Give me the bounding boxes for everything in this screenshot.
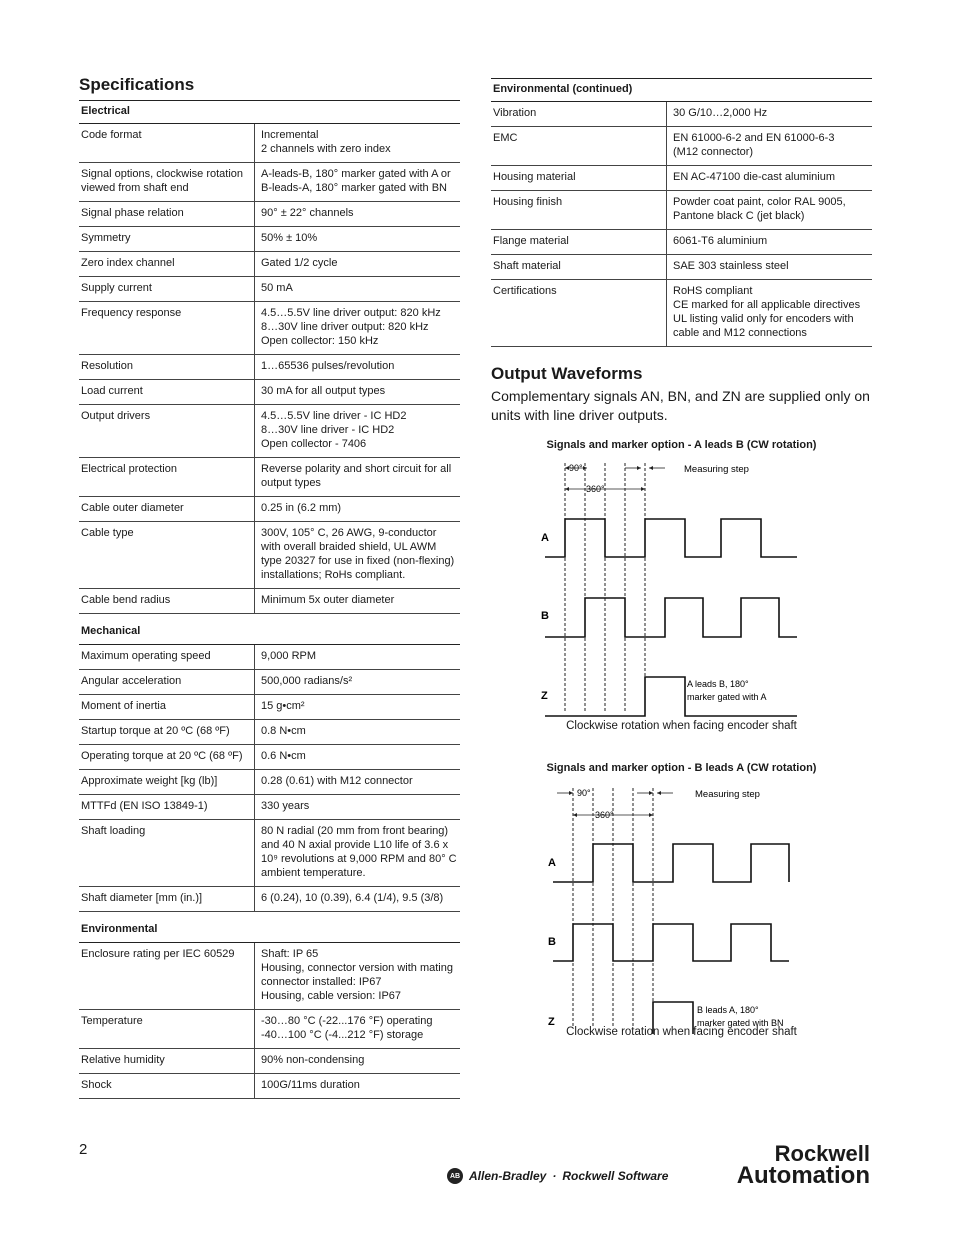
spec-value <box>255 645 461 670</box>
spec-value-line: -30…80 °C (-22...176 °F) operating <box>261 1015 433 1027</box>
fig2-measuring-step: Measuring step <box>695 789 760 800</box>
spec-key: Cable outer diameter <box>79 497 255 522</box>
spec-key: Startup torque at 20 ºC (68 ºF) <box>79 720 255 745</box>
spec-key: Shaft loading <box>79 820 255 887</box>
spec-value <box>255 497 461 522</box>
figure-2-caption: Clockwise rotation when facing encoder shaft <box>566 1026 797 1038</box>
spec-value-line: EN AC-47100 die-cast aluminium <box>673 171 836 183</box>
table-row <box>79 589 460 614</box>
spec-key: Zero index channel <box>79 252 255 277</box>
fig2-channel-c: Z <box>548 1016 555 1028</box>
spec-key: Signal phase relation <box>79 202 255 227</box>
spec-value-line: 30 G/10…2,000 Hz <box>673 107 768 119</box>
spec-value-line: (M12 connector) <box>673 146 754 158</box>
table-row <box>491 191 872 230</box>
spec-value-line: Open collector - 7406 <box>261 438 367 450</box>
spec-value <box>255 820 461 887</box>
spec-value-line: 8…30V line driver output: 820 kHz <box>261 321 429 333</box>
fig1-dashed-guides <box>565 463 645 713</box>
spec-value-line: 0.8 N•cm <box>261 725 306 737</box>
spec-value-line: 8…30V line driver - IC HD2 <box>261 424 395 436</box>
spec-key: Vibration <box>491 102 667 127</box>
spec-key: Electrical protection <box>79 458 255 497</box>
spec-value <box>255 202 461 227</box>
specifications-title: Specifications <box>79 75 195 94</box>
spec-key: Shock <box>79 1074 255 1099</box>
table-row <box>79 745 460 770</box>
rockwell-automation-logo <box>704 1143 870 1187</box>
table-row <box>79 458 460 497</box>
spec-key: Supply current <box>79 277 255 302</box>
figure-1-title: Signals and marker option - A leads B (CW rotation) <box>546 439 817 451</box>
section-heading: Environmental <box>79 912 460 943</box>
spec-key: Maximum operating speed <box>79 645 255 670</box>
table-row <box>79 670 460 695</box>
fig2-wave-a <box>553 844 789 882</box>
fig2-channel-a: A <box>548 857 556 869</box>
spec-value-line: 2 channels with zero index <box>261 143 391 155</box>
spec-value-line: 50 mA <box>261 282 293 294</box>
fig1-note-line1: A leads B, 180° <box>687 679 749 689</box>
spec-value <box>667 280 873 347</box>
spec-key: Output drivers <box>79 405 255 458</box>
spec-value-line: 4.5…5.5V line driver output: 820 kHz <box>261 307 441 319</box>
table-row <box>79 252 460 277</box>
spec-key: Cable type <box>79 522 255 589</box>
table-row <box>79 720 460 745</box>
table-row <box>491 280 872 347</box>
spec-value <box>255 252 461 277</box>
section-heading-row <box>79 912 460 943</box>
spec-value <box>255 380 461 405</box>
table-row <box>79 227 460 252</box>
spec-key: EMC <box>491 127 667 166</box>
spec-value-line: 330 years <box>261 800 310 812</box>
spec-key: Housing material <box>491 166 667 191</box>
spec-value <box>255 405 461 458</box>
spec-key: Operating torque at 20 ºC (68 ºF) <box>79 745 255 770</box>
spec-value-line: Shaft: IP 65 <box>261 948 319 960</box>
table-row <box>79 202 460 227</box>
spec-value-line: Housing, connector version with mating connector installed: IP67 <box>261 962 453 988</box>
spec-value <box>667 166 873 191</box>
spec-value <box>667 191 873 230</box>
spec-value-line: B-leads-A, 180° marker gated with BN <box>261 182 447 194</box>
spec-value-line: 100G/11ms duration <box>261 1079 360 1091</box>
spec-value-line: A-leads-B, 180° marker gated with A or <box>261 168 451 180</box>
figure-1-caption: Clockwise rotation when facing encoder shaft <box>566 720 797 732</box>
table-row <box>491 127 872 166</box>
spec-value-line: 80 N radial (20 mm from front bearing) and 40 N axial provide L10 life of 3.6 x 10⁹ revolutions at 9,000 RPM and 80° C ambient temperature. <box>261 825 457 879</box>
spec-value-line: 9,000 RPM <box>261 650 317 662</box>
fig1-label-360: 360° <box>586 484 605 494</box>
spec-value <box>255 887 461 912</box>
waveform-figure-1 <box>491 439 872 732</box>
table-row <box>79 405 460 458</box>
brand-allen-bradley: Allen-Bradley <box>469 1169 547 1183</box>
brand-line <box>447 1168 668 1184</box>
table-row <box>491 230 872 255</box>
spec-value-line: Pantone black C (jet black) <box>673 210 805 222</box>
table-row <box>79 1010 460 1049</box>
section-heading: Environmental (continued) <box>491 79 872 102</box>
table-row <box>491 255 872 280</box>
fig2-dashed-guides <box>573 788 653 1028</box>
fig1-wave-b <box>545 598 797 637</box>
table-row <box>79 770 460 795</box>
spec-value-line: 15 g•cm² <box>261 700 305 712</box>
section-heading-row <box>79 101 460 124</box>
section-heading-row <box>79 614 460 645</box>
table-row <box>79 124 460 163</box>
spec-key: Symmetry <box>79 227 255 252</box>
spec-key: Shaft diameter [mm (in.)] <box>79 887 255 912</box>
spec-value <box>255 163 461 202</box>
fig1-wave-a <box>545 519 797 557</box>
spec-value-line: 30 mA for all output types <box>261 385 386 397</box>
spec-value-line: 6061-T6 aluminium <box>673 235 768 247</box>
spec-key: Approximate weight [kg (lb)] <box>79 770 255 795</box>
spec-value <box>255 1049 461 1074</box>
table-row <box>79 943 460 1010</box>
spec-value-line: Gated 1/2 cycle <box>261 257 338 269</box>
spec-value-line: 50% ± 10% <box>261 232 318 244</box>
section-heading: Electrical <box>79 101 460 124</box>
brand-rockwell-software: Rockwell Software <box>562 1169 669 1183</box>
spec-value-line: CE marked for all applicable directives <box>673 299 861 311</box>
spec-value <box>667 255 873 280</box>
fig2-note-line1: B leads A, 180° <box>697 1005 759 1015</box>
fig2-label-360: 360° <box>595 810 614 820</box>
spec-value <box>255 795 461 820</box>
spec-value-line: Reverse polarity and short circuit for all output types <box>261 463 452 489</box>
spec-value <box>255 720 461 745</box>
spec-value <box>667 127 873 166</box>
spec-value-line: 4.5…5.5V line driver - IC HD2 <box>261 410 407 422</box>
table-row <box>79 695 460 720</box>
brand-separator: · <box>552 1169 557 1183</box>
spec-key: Shaft material <box>491 255 667 280</box>
fig1-measuring-step: Measuring step <box>684 464 749 475</box>
spec-value-line: 0.6 N•cm <box>261 750 306 762</box>
spec-value <box>255 670 461 695</box>
page-number: 2 <box>79 1141 88 1158</box>
spec-key: Housing finish <box>491 191 667 230</box>
fig1-waveforms <box>545 519 797 716</box>
spec-value <box>667 230 873 255</box>
table-row <box>79 277 460 302</box>
spec-value <box>255 522 461 589</box>
spec-value <box>255 227 461 252</box>
table-row <box>491 166 872 191</box>
specifications-table <box>79 100 460 1099</box>
spec-value-line: Incremental <box>261 129 319 141</box>
waveform-diagram-1 <box>491 451 872 721</box>
section-heading: Mechanical <box>79 614 460 645</box>
spec-key: Frequency response <box>79 302 255 355</box>
right-column <box>491 78 872 1038</box>
spec-value-line: 1…65536 pulses/revolution <box>261 360 395 372</box>
spec-value <box>255 302 461 355</box>
spec-value <box>255 355 461 380</box>
spec-value-line: 500,000 radians/s² <box>261 675 353 687</box>
spec-key: Temperature <box>79 1010 255 1049</box>
spec-value <box>255 1010 461 1049</box>
table-row <box>79 380 460 405</box>
environmental-continued-table <box>491 78 872 347</box>
fig1-label-90: 90° <box>569 463 583 473</box>
table-row <box>79 1074 460 1099</box>
fig2-wave-b <box>553 924 789 961</box>
table-row <box>79 645 460 670</box>
waveform-diagram-2 <box>491 774 872 1034</box>
waveform-figure-2 <box>491 762 872 1038</box>
fig2-note-line2: marker gated with BN <box>697 1018 784 1028</box>
fig1-channel-a: A <box>541 532 549 544</box>
spec-value-line: Housing, cable version: IP67 <box>261 990 402 1002</box>
table-row <box>79 522 460 589</box>
fig1-channel-c: Z <box>541 690 548 702</box>
spec-key: Moment of inertia <box>79 695 255 720</box>
spec-value <box>255 943 461 1010</box>
spec-value <box>255 458 461 497</box>
output-waveforms-description: Complementary signals AN, BN, and ZN are supplied only on units with line driver outputs. <box>491 388 870 423</box>
fig2-label-90: 90° <box>577 788 591 798</box>
table-row <box>79 497 460 522</box>
section-heading-row <box>491 79 872 102</box>
spec-value-line: 90° ± 22° channels <box>261 207 354 219</box>
table-row <box>79 795 460 820</box>
spec-key: Load current <box>79 380 255 405</box>
spec-value <box>667 102 873 127</box>
spec-value <box>255 695 461 720</box>
spec-value <box>255 745 461 770</box>
spec-value <box>255 277 461 302</box>
spec-value-line: 90% non-condensing <box>261 1054 365 1066</box>
table-row <box>79 302 460 355</box>
spec-value <box>255 1074 461 1099</box>
spec-key: Angular acceleration <box>79 670 255 695</box>
spec-value-line: -40…100 °C (-4...212 °F) storage <box>261 1029 424 1041</box>
table-row <box>79 163 460 202</box>
spec-key: Enclosure rating per IEC 60529 <box>79 943 255 1010</box>
table-row <box>79 355 460 380</box>
fig2-dimension-arrows <box>557 793 673 815</box>
spec-value-line: EN 61000-6-2 and EN 61000-6-3 <box>673 132 835 144</box>
spec-value-line: UL listing valid only for encoders with cable and M12 connections <box>673 313 854 339</box>
spec-value-line: 300V, 105° C, 26 AWG, 9-conductor with overall braided shield, UL AWM type 20327 for use in fixed (non-flexing) installations; RoHs compliant. <box>261 527 455 581</box>
logo-line-rockwell: Rockwell <box>774 1141 870 1166</box>
fig2-channel-b: B <box>548 936 556 948</box>
spec-value-line: Powder coat paint, color RAL 9005, <box>673 196 846 208</box>
allen-bradley-logo-icon: AB <box>447 1168 463 1184</box>
spec-value-line: Open collector: 150 kHz <box>261 335 379 347</box>
spec-value-line: 0.28 (0.61) with M12 connector <box>261 775 413 787</box>
table-row <box>491 102 872 127</box>
table-row <box>79 887 460 912</box>
fig1-channel-b: B <box>541 610 549 622</box>
fig1-note-line2: marker gated with A <box>687 692 767 702</box>
spec-key: Certifications <box>491 280 667 347</box>
spec-key: Signal options, clockwise rotation viewed from shaft end <box>79 163 255 202</box>
table-row <box>79 1049 460 1074</box>
spec-key: MTTFd (EN ISO 13849-1) <box>79 795 255 820</box>
table-row <box>79 820 460 887</box>
spec-key: Cable bend radius <box>79 589 255 614</box>
output-waveforms-title: Output Waveforms <box>491 364 643 383</box>
specifications-column <box>79 74 460 1099</box>
spec-key: Code format <box>79 124 255 163</box>
spec-key: Resolution <box>79 355 255 380</box>
spec-value <box>255 770 461 795</box>
logo-line-automation: Automation <box>736 1162 870 1189</box>
spec-value-line: Minimum 5x outer diameter <box>261 594 395 606</box>
spec-value-line: RoHS compliant <box>673 285 753 297</box>
spec-value-line: SAE 303 stainless steel <box>673 260 789 272</box>
spec-key: Flange material <box>491 230 667 255</box>
figure-2-title: Signals and marker option - B leads A (CW rotation) <box>546 762 817 774</box>
spec-value-line: 0.25 in (6.2 mm) <box>261 502 342 514</box>
spec-key: Relative humidity <box>79 1049 255 1074</box>
spec-value <box>255 589 461 614</box>
spec-value-line: 6 (0.24), 10 (0.39), 6.4 (1/4), 9.5 (3/8) <box>261 892 444 904</box>
spec-value <box>255 124 461 163</box>
